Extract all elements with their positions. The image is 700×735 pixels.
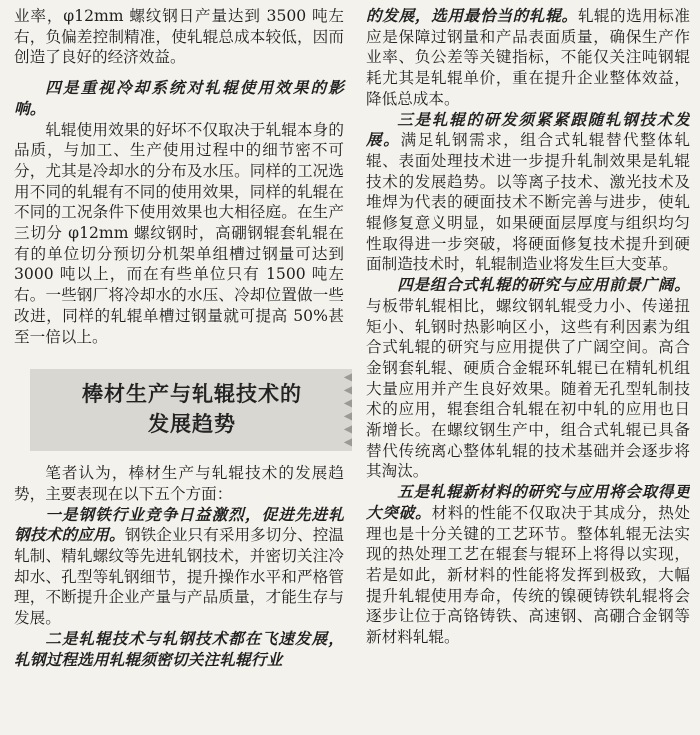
section-heading-box [30, 369, 352, 451]
paragraph-text: 材料的性能不仅取决于其成分，热处理也是十分关键的工艺环节。整体轧辊无法实现的热处理工艺在辊套与辊环上将得以实现，若是如此，新材料的性能将发挥到极致，大幅提升轧辊使用寿命，传统的镍硬铸铁轧辊将会逐步让位于高铬铸铁、高速钢、高硼合金钢等新材料轧辊。 [366, 503, 690, 647]
paragraph [14, 505, 344, 629]
right-column [352, 6, 690, 735]
paragraph-text: 与板带轧辊相比，螺纹钢轧辊受力小、传递扭矩小、轧钢时热影响区小，这些有利因素为组合式轧辊的研究与应用提供了广阔空间。高合金钢套轧辊、硬质合金辊环轧辊已在精轧机组大量应用并产生良好效果。随着无孔型轧制技术的应用，辊套组合轧辊在初中轧的应用也日渐增长。在螺纹钢生产中，组合式轧辊已具备替代传统离心整体轧辊的技术基础并会逐步将其淘汰。 [366, 296, 690, 481]
paragraph [14, 6, 344, 68]
paragraph-lead: 四是重视冷却系统对轧辊使用效果的影响。 [14, 78, 344, 118]
left-column [14, 6, 352, 735]
paragraph [14, 463, 344, 504]
paragraph-lead: 的发展，选用最恰当的轧辊。 [366, 6, 578, 25]
paragraph-text: 轧辊使用效果的好坏不仅取决于轧辊本身的品质，与加工、生产使用过程中的细节密不可分，尤其是冷却水的分布及水压。同样的工况选用不同的轧辊有不同的使用效果，同样的轧辊在不同的工况条件下使用效果也大相径庭。在生产三切分 φ12mm 螺纹钢时，高硼钢辊套轧辊在有的单位切分预切分机架单组槽过钢量可达到 3000 吨以上，而在有些单位只有 1500 吨左右。一些钢厂将冷却水的水压、冷却位置做一些改进，同样的轧辊单槽过钢量就可提高 50%甚至一倍以上。 [14, 120, 344, 346]
paragraph-lead: 一是钢铁行业竞争日益激烈，促进先进轧钢技术的应用。 [14, 504, 344, 545]
paragraph [366, 482, 690, 648]
paragraph [14, 78, 344, 119]
paragraph-lead: 二是轧辊技术与轧钢技术都在飞速发展，轧钢过程选用轧辊须密切关注轧辊行业 [14, 628, 344, 669]
paragraph [366, 275, 690, 482]
section-heading-line-2: 发展趋势 [148, 412, 236, 437]
paragraph-text: 笔者认为，棒材生产与轧辊技术的发展趋势，主要表现在以下五个方面： [14, 464, 344, 503]
paragraph-text: 满足轧钢需求，组合式轧辊替代整体轧辊、表面处理技术进一步提升轧制效果是轧辊技术的发展趋势。以等离子技术、激光技术及堆焊为代表的硬面技术不断完善与进步，使轧辊修复意义明显，如果硬面层厚度与组织均匀性取得进一步突破，将硬面修复技术提升到硬面制造技术时，轧辊制造业将发生巨大变革。 [366, 131, 690, 274]
paragraph-lead: 四是组合式轧辊的研究与应用前景广阔。 [397, 275, 690, 295]
paragraph-text: 轧辊的选用标准应是保障过钢量和产品表面质量，确保生产作业率、负公差等关键指标，不能仅关注吨钢辊耗尤其是轧辊单价，重在提升企业整体效益，降低总成本。 [366, 7, 690, 108]
paragraph-text: 钢铁企业只有采用多切分、控温轧制、精轧螺纹等先进轧钢技术，并密切关注冷却水、孔型等轧钢细节，提升操作水平和严格管理，不断提升企业产量与产品质量，才能生存与发展。 [14, 526, 344, 628]
paragraph [14, 120, 344, 348]
paragraph-lead: 五是轧辊新材料的研究与应用将会取得更大突破。 [366, 482, 690, 522]
paragraph [366, 110, 690, 276]
section-heading-line-1: 棒材生产与轧辊技术的 [82, 382, 302, 407]
paragraph-lead: 三是轧辊的研发须紧紧跟随轧钢技术发展。 [366, 109, 690, 150]
paragraph-text: 业率，φ12mm 螺纹钢日产量达到 3500 吨左右，负偏差控制精准，使轧辊总成本较低，因而创造了良好的经济效益。 [14, 7, 344, 67]
paragraph [14, 629, 344, 670]
paragraph [366, 6, 690, 110]
decorative-arrows-icon: ◀ ◀ ◀ ◀ ◀ ◀ [343, 371, 352, 451]
